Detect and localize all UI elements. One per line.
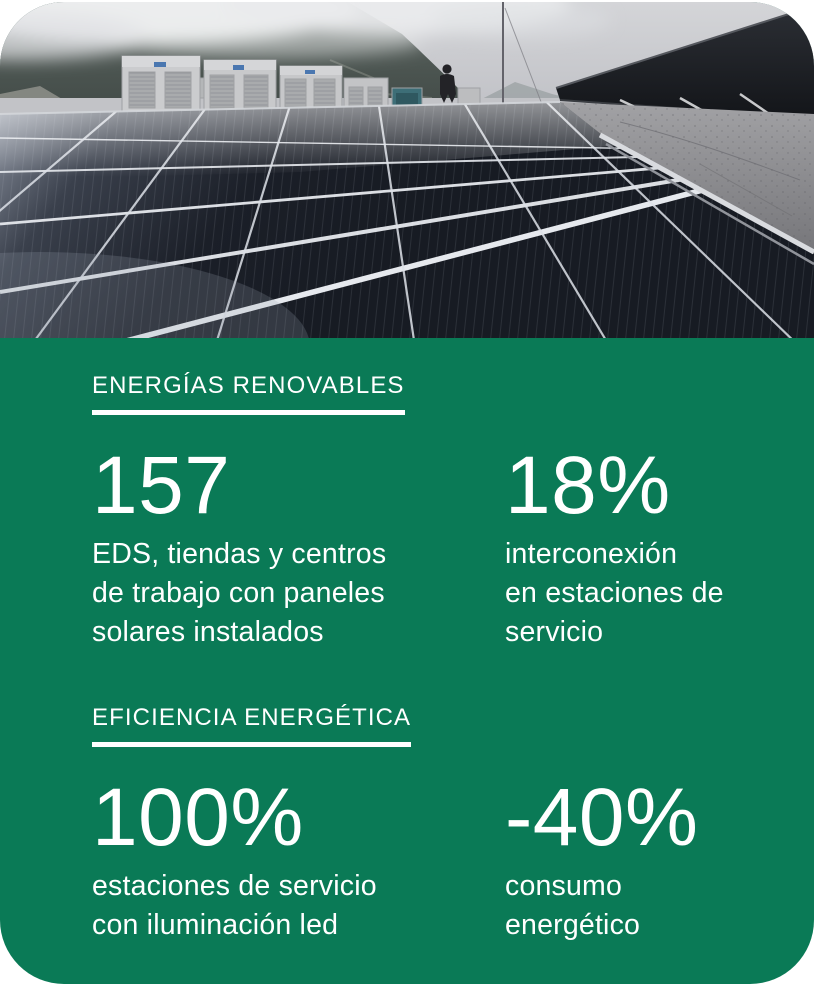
- stat-interconnection-value: 18%: [505, 439, 671, 531]
- renewable-energy-heading: ENERGÍAS RENOVABLES: [92, 372, 405, 415]
- stat-solar-installations-value: 157: [92, 439, 231, 531]
- description-line: en estaciones de: [505, 576, 724, 609]
- stat-solar-installations: [92, 439, 505, 652]
- description-line: estaciones de servicio: [92, 869, 377, 902]
- solar-panels-illustration: [0, 2, 814, 338]
- stat-led-lighting-value: 100%: [92, 771, 304, 863]
- stat-solar-installations-description: [92, 535, 505, 652]
- stat-interconnection: [505, 439, 778, 652]
- energy-efficiency-heading: EFICIENCIA ENERGÉTICA: [92, 704, 411, 747]
- description-line: de trabajo con paneles: [92, 576, 385, 609]
- description-line: solares instalados: [92, 615, 324, 648]
- stat-led-lighting-description: [92, 867, 505, 945]
- section-renewable-energy: [92, 372, 778, 652]
- stat-energy-consumption-description: [505, 867, 778, 945]
- renewable-energy-stats: [92, 439, 778, 652]
- solar-panels-rooftop-photo: [0, 2, 814, 338]
- stat-led-lighting: [92, 771, 505, 945]
- stat-interconnection-description: [505, 535, 778, 652]
- stats-panel: [0, 338, 814, 945]
- description-line: interconexión: [505, 537, 678, 570]
- energy-efficiency-stats: [92, 771, 778, 945]
- description-line: con iluminación led: [92, 908, 339, 941]
- sustainability-infographic-card: [0, 2, 814, 984]
- description-line: servicio: [505, 615, 604, 648]
- description-line: consumo: [505, 869, 623, 902]
- description-line: energético: [505, 908, 641, 941]
- stat-energy-consumption-value: -40%: [505, 771, 699, 863]
- section-energy-efficiency: [92, 704, 778, 945]
- description-line: EDS, tiendas y centros: [92, 537, 387, 570]
- stat-energy-consumption: [505, 771, 778, 945]
